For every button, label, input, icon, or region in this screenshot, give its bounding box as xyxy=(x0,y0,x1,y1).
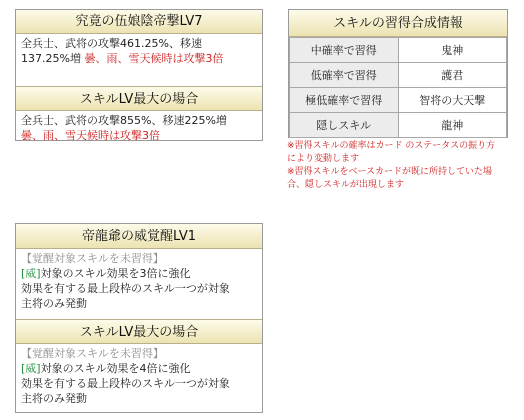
row-label: 極低確率で習得 xyxy=(290,88,399,113)
skill-description xyxy=(16,34,262,86)
synthesis-table xyxy=(289,37,507,138)
awaken-status-label: 【覚醒対象スキルを未習得】 xyxy=(21,252,164,265)
awaken-status-label: 【覚醒対象スキルを未習得】 xyxy=(21,347,164,360)
skill-panel-2 xyxy=(15,223,263,413)
synthesis-title: スキルの習得合成情報 xyxy=(289,10,507,37)
weather-condition-text: 曇、雨、雪天候時は攻撃3倍 xyxy=(84,52,224,65)
synthesis-note-1 xyxy=(287,140,517,166)
table-row xyxy=(290,38,507,63)
row-value: 龍神 xyxy=(398,113,507,138)
effect-line-1 xyxy=(21,266,257,281)
max-level-title: スキルLV最大の場合 xyxy=(16,86,262,111)
synthesis-note-2 xyxy=(287,166,517,192)
effect-text: 対象のスキル効果を3倍に強化 xyxy=(40,267,191,280)
note-line: ※習得スキルの確率はカード のステータスの振り方 xyxy=(287,141,496,151)
awaken-tag: [威] xyxy=(21,267,41,280)
effect-line-2: 効果を有する最上段枠のスキル一つが対象 xyxy=(21,377,230,390)
max-level-description xyxy=(16,111,262,145)
effect-line-3: 主将のみ発動 xyxy=(21,297,87,310)
skill-desc-line-2 xyxy=(21,51,257,66)
effect-line-1 xyxy=(21,361,257,376)
max-level-description xyxy=(16,344,262,408)
row-label: 低確率で習得 xyxy=(290,63,399,88)
max-desc-line-1: 全兵士、武将の攻撃855%、移速225%増 xyxy=(21,114,227,127)
skill-desc-line-1: 全兵士、武将の攻撃461.25%、移速 xyxy=(21,37,202,50)
row-label: 中確率で習得 xyxy=(290,38,399,63)
skill-title: 究竟の伍娘陰帝撃LV7 xyxy=(16,10,262,34)
effect-line-2: 効果を有する最上段枠のスキル一つが対象 xyxy=(21,282,230,295)
max-level-title: スキルLV最大の場合 xyxy=(16,319,262,344)
skill-title: 帝龍爺の威覚醒LV1 xyxy=(16,224,262,249)
table-row xyxy=(290,88,507,113)
row-value: 鬼神 xyxy=(398,38,507,63)
effect-line-3: 主将のみ発動 xyxy=(21,392,87,405)
table-row xyxy=(290,113,507,138)
effect-text: 対象のスキル効果を4倍に強化 xyxy=(40,362,191,375)
skill-description xyxy=(16,249,262,319)
note-line: ※習得スキルをベースカードが既に所持していた場 xyxy=(287,167,493,177)
row-value: 智将の大天撃 xyxy=(398,88,507,113)
synthesis-panel xyxy=(288,9,508,138)
note-line: により変動します xyxy=(287,154,360,164)
max-weather-condition-text: 曇、雨、雪天候時は攻撃3倍 xyxy=(21,129,160,142)
skill-panel-1 xyxy=(15,9,263,141)
note-line: 合、隠しスキルが出現します xyxy=(287,180,404,190)
table-row xyxy=(290,63,507,88)
row-label: 隠しスキル xyxy=(290,113,399,138)
awaken-tag: [威] xyxy=(21,362,41,375)
skill-desc-text: 137.25%増 xyxy=(21,52,85,65)
row-value: 護君 xyxy=(398,63,507,88)
